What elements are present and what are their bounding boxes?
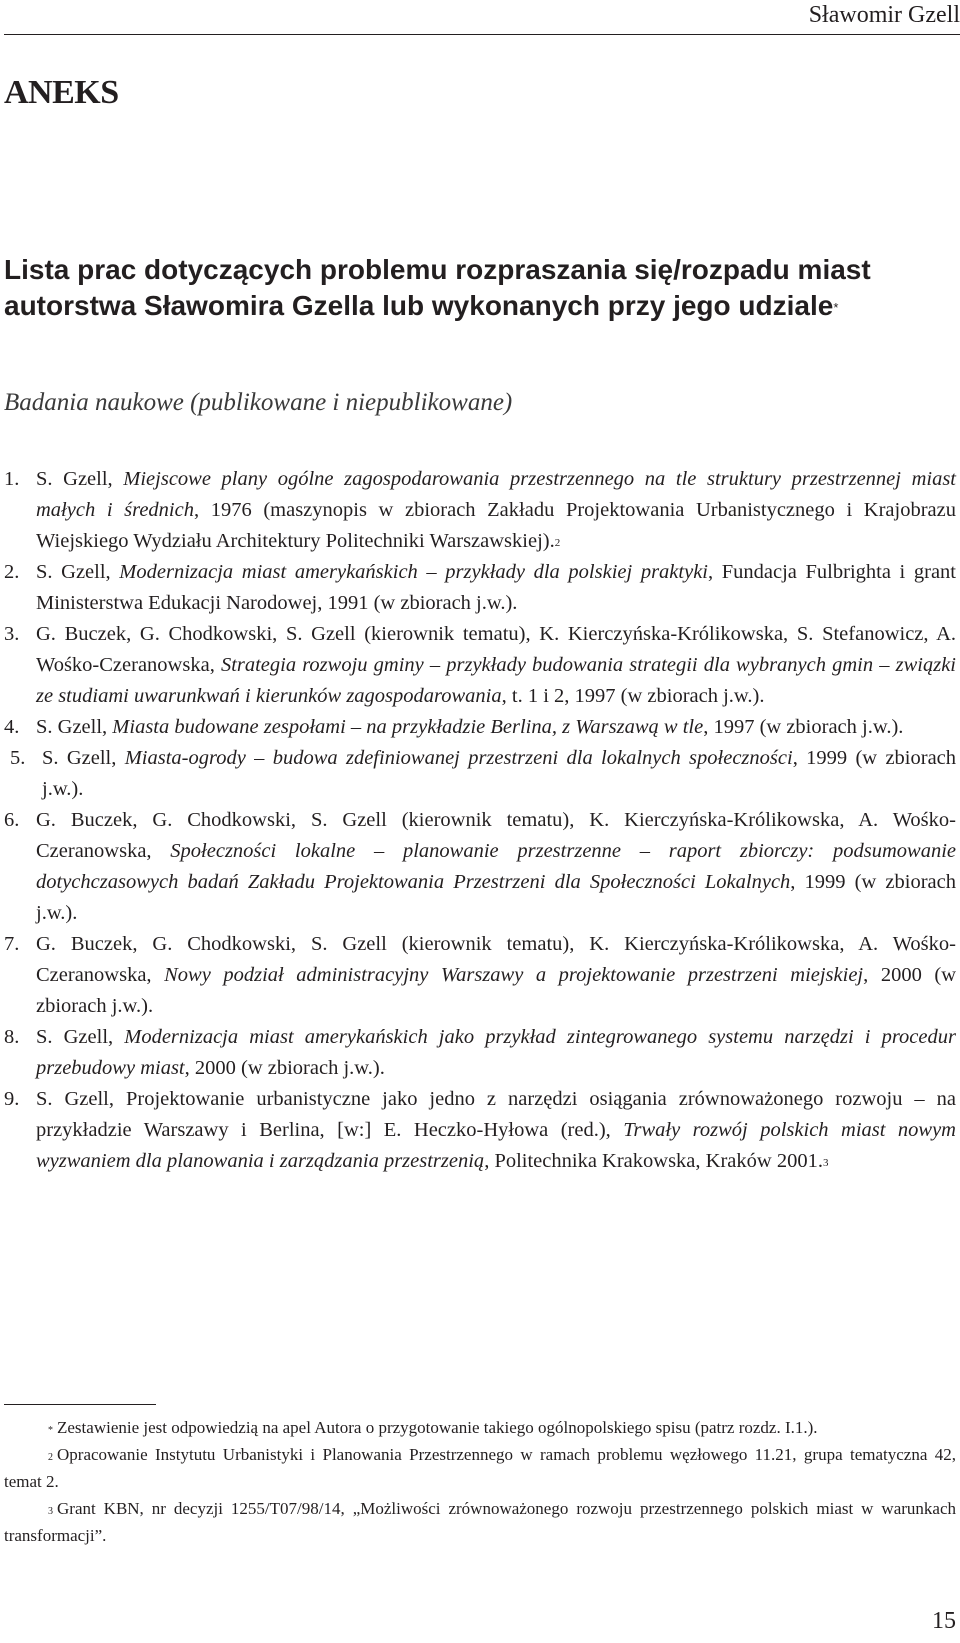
running-header: Sławomir Gzell — [808, 2, 960, 28]
bibliography-item-1 — [4, 464, 956, 557]
item-body — [36, 743, 956, 805]
footnote-rule — [4, 1404, 156, 1405]
item-number: 2. — [4, 561, 20, 583]
item-title: Nowy podział administracyjny Warszawy a projektowanie przestrzeni miejskiej — [164, 964, 864, 986]
item-tail: , Politechnika Krakowska, Kraków 2001. — [484, 1150, 823, 1172]
footnote-mark: * — [48, 1425, 53, 1436]
footnote-text: Zestawienie jest odpowiedzią na apel Autora o przygotowanie takiego ogólnopolskiego spisu (patrz rozdz. I.1.). — [57, 1418, 818, 1437]
item-tail: , 1976 (maszynopis w zbiorach Zakładu Projektowania Urbanistycznego i Krajobrazu Wiejskiego Wydziału Architektury Politechniki Warszawskiej). — [36, 499, 956, 552]
item-number: 5. — [10, 747, 26, 769]
item-title: Miejscowe plany ogólne zagospodarowania przestrzennego na tle struktury przestrzennej miast małych i średnich — [36, 468, 956, 521]
footnote-3 — [4, 1495, 956, 1549]
item-number: 1. — [4, 468, 20, 490]
item-tail: , 1999 (w zbiorach j.w.). — [42, 747, 957, 800]
bibliography-item-6 — [4, 805, 956, 929]
bibliography-item-3 — [4, 619, 956, 712]
item-number: 7. — [4, 933, 20, 955]
bibliography-list — [4, 464, 956, 1177]
footnote-ref[interactable]: 3 — [822, 1157, 829, 1169]
item-lead: S. Gzell, — [36, 716, 113, 738]
bibliography-item-4 — [4, 712, 956, 743]
bibliography-item-7 — [4, 929, 956, 1022]
item-number: 6. — [4, 809, 20, 831]
footnotes — [4, 1414, 956, 1549]
item-number: 3. — [4, 623, 20, 645]
item-tail: , Fundacja Fulbrighta i grant Ministerstwa Edukacji Narodowej, 1991 (w zbiorach j.w.). — [36, 561, 956, 614]
page-number: 15 — [932, 1608, 956, 1634]
item-number: 9. — [4, 1088, 20, 1110]
footnote-star — [4, 1414, 956, 1441]
footnote-text: Grant KBN, nr decyzji 1255/T07/98/14, „Możliwości zrównoważonego rozwoju przestrzennego polskich miast w warunkach transformacji”. — [4, 1499, 956, 1545]
footnote-text: Opracowanie Instytutu Urbanistyki i Planowania Przestrzennego w ramach problemu węzłowego 11.21, grupa tematyczna 42, temat 2. — [4, 1445, 956, 1491]
item-title: Miasta budowane zespołami – na przykładzie Berlina, z Warszawą w tle — [112, 716, 704, 738]
item-tail: , 2000 (w zbiorach j.w.). — [36, 964, 956, 1017]
footnote-mark: 2 — [48, 1452, 53, 1463]
item-number: 4. — [4, 716, 20, 738]
bibliography-item-2 — [4, 557, 956, 619]
item-lead: S. Gzell, Projektowanie urbanistyczne jako jedno z narzędzi osiągania zrównoważonego rozwoju – na przykładzie Warszawy i Berlina, [w:] E. Heczko-Hyłowa (red.), — [36, 1088, 956, 1141]
footnote-2 — [4, 1441, 956, 1495]
item-title: Modernizacja miast amerykańskich jako przykład zintegrowanego systemu narzędzi i procedur przebudowy miast — [36, 1026, 956, 1079]
item-title: Strategia rozwoju gminy – przykłady budowania strategii dla wybranych gmin – związki ze studiami uwarunkwań i kierunków zagospodarowania — [36, 654, 956, 707]
item-lead: G. Buczek, G. Chodkowski, S. Gzell (kierownik tematu), K. Kierczyńska-Królikowska, S. Stefanowicz, A. Wośko-Czeranowska, — [36, 623, 956, 676]
item-lead: G. Buczek, G. Chodkowski, S. Gzell (kierownik tematu), K. Kierczyńska-Królikowska, A. Wośko-Czeranowska, — [36, 933, 956, 986]
item-title: Miasta-ogrody – budowa zdefiniowanej przestrzeni dla lokalnych społeczności — [124, 747, 793, 769]
item-tail: , t. 1 i 2, 1997 (w zbiorach j.w.). — [501, 685, 765, 707]
item-title: Trwały rozwój polskich miast nowym wyzwaniem dla planowania i zarządzania przestrzenią — [36, 1119, 956, 1172]
item-title: Społeczności lokalne – planowanie przestrzenne – raport zbiorczy: podsumowanie dotychczasowych badań Zakładu Projektowania Przestrzeni dla Społeczności Lokalnych — [36, 840, 956, 893]
item-lead: S. Gzell, — [42, 747, 125, 769]
item-lead: S. Gzell, — [36, 1026, 125, 1048]
bibliography-item-8 — [4, 1022, 956, 1084]
item-tail: , 2000 (w zbiorach j.w.). — [184, 1057, 385, 1079]
section-title — [4, 252, 944, 324]
aneks-heading: ANEKS — [4, 74, 119, 111]
item-tail: , 1997 (w zbiorach j.w.). — [703, 716, 904, 738]
footnote-mark: 3 — [48, 1506, 53, 1517]
footnote-ref[interactable]: 2 — [554, 537, 561, 549]
subtitle: Badania naukowe (publikowane i niepublikowane) — [4, 389, 513, 416]
header-rule — [4, 34, 960, 35]
bibliography-item-9 — [4, 1084, 956, 1177]
item-lead: S. Gzell, — [36, 468, 124, 490]
item-lead: G. Buczek, G. Chodkowski, S. Gzell (kierownik tematu), K. Kierczyńska-Królikowska, A. Wośko-Czeranowska, — [36, 809, 956, 862]
item-tail: , 1999 (w zbiorach j.w.). — [36, 871, 956, 924]
section-title-text: Lista prac dotyczących problemu rozpraszania się/rozpadu miast autorstwa Sławomira Gzella lub wykonanych przy jego udziale — [4, 254, 871, 321]
item-number: 8. — [4, 1026, 20, 1048]
item-lead: S. Gzell, — [36, 561, 120, 583]
bibliography-item-5 — [4, 743, 956, 805]
section-title-footnote-mark[interactable]: * — [833, 300, 839, 315]
item-title: Modernizacja miast amerykańskich – przykłady dla polskiej praktyki — [119, 561, 708, 583]
